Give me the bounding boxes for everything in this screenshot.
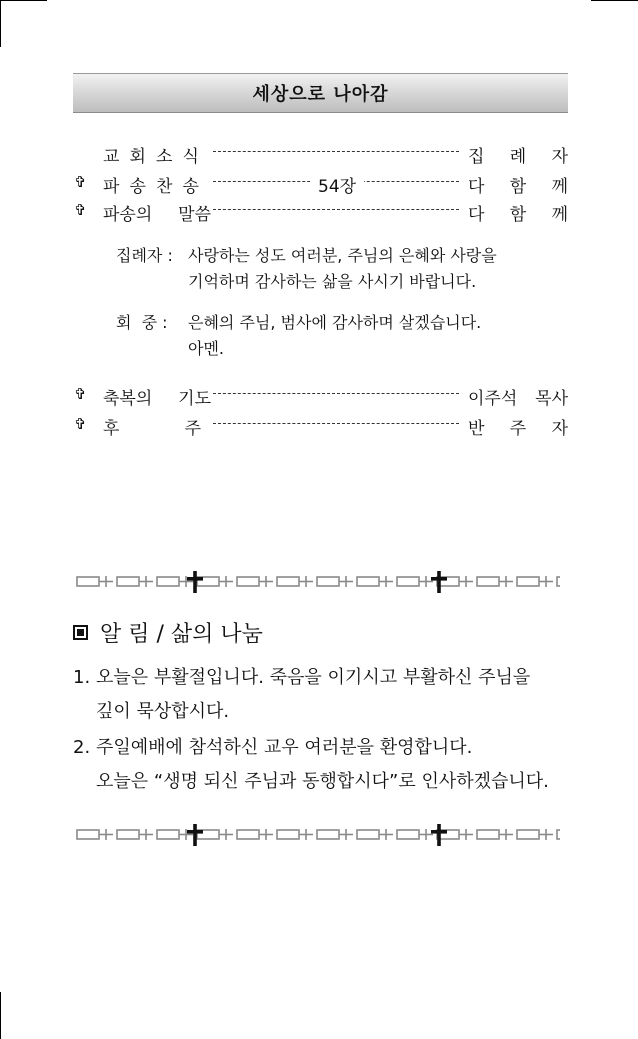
cross-icon — [431, 830, 447, 834]
leader-dashes — [213, 423, 459, 424]
order-item-leader-part: 께 — [551, 205, 568, 225]
order-item-name-part: 말씀 — [178, 205, 211, 225]
cross-icon — [437, 571, 441, 593]
order-item-name-part: 주 — [184, 419, 201, 439]
cross-icon: ✞ — [74, 201, 87, 219]
cross-icon — [437, 824, 441, 846]
order-item-name-part: 교 — [103, 147, 120, 167]
leader-dashes — [213, 393, 459, 394]
cross-icon — [187, 830, 203, 834]
cross-icon — [187, 577, 203, 581]
crop-mark — [0, 0, 47, 1]
order-item-name — [103, 142, 199, 167]
notice-number: 1. — [73, 667, 91, 688]
notice-item-text — [96, 731, 549, 799]
dialogue-speaker: 집례자 : — [116, 246, 173, 265]
order-item-name-part: 파송의 — [103, 205, 153, 225]
order-item-name — [103, 172, 199, 197]
notice-heading-text: 알 림 / 삶의 나눔 — [100, 622, 263, 647]
cross-icon: ✞ — [74, 385, 87, 403]
order-item-leader-part: 주 — [509, 419, 527, 439]
leader-dashes — [213, 151, 459, 152]
order-item-name-part: 찬 — [156, 177, 173, 197]
dialogue-leader — [116, 243, 173, 269]
order-item-leader-part: 집 — [468, 147, 485, 167]
dialogue-line: 아멘. — [188, 339, 224, 358]
dialogue-line: 기억하며 감사하는 삶을 사시기 바랍니다. — [188, 272, 477, 291]
square-box-icon — [73, 625, 88, 640]
crop-mark — [0, 0, 1, 47]
dialogue-congregation — [116, 310, 168, 336]
notice-item — [73, 731, 90, 765]
cross-icon — [193, 824, 197, 846]
order-item-name-part: 송 — [182, 177, 199, 197]
order-item-name-part: 축복의 — [103, 389, 153, 409]
order-item — [74, 172, 568, 198]
cross-chain-divider — [73, 571, 560, 593]
order-item-name-part: 소 — [156, 147, 173, 167]
cross-icon: ✞ — [74, 173, 87, 191]
order-item-leader — [468, 200, 568, 225]
order-item-leader — [468, 414, 568, 439]
hymn-number: 54장 — [310, 172, 364, 197]
order-item-name-part: 후 — [103, 419, 120, 439]
section-title: 세상으로 나아감 — [252, 84, 389, 105]
order-item-leader-part: 께 — [551, 177, 568, 197]
order-item-leader-part: 반 — [468, 419, 485, 439]
dialogue-line: 은혜의 주님, 범사에 감사하며 살겠습니다. — [188, 313, 482, 332]
notice-number: 2. — [73, 737, 91, 758]
notice-item-text — [96, 661, 530, 729]
order-item — [74, 200, 568, 226]
order-item-name-part: 송 — [129, 177, 146, 197]
dialogue-speaker: 회 중 : — [116, 313, 168, 332]
cross-icon — [431, 577, 447, 581]
notice-heading — [73, 617, 263, 648]
section-title-bar — [73, 73, 568, 113]
order-item-name-part: 파 — [103, 177, 120, 197]
order-item — [74, 384, 568, 410]
order-item-leader-part: 자 — [551, 419, 568, 439]
order-item-name — [103, 200, 211, 225]
order-item-leader-part: 다 — [468, 177, 485, 197]
order-item-leader-part: 자 — [551, 147, 568, 167]
dialogue-line: 사랑하는 성도 여러분, 주님의 은혜와 사랑을 — [188, 246, 497, 265]
order-item-leader — [468, 172, 568, 197]
order-item-name — [103, 384, 211, 409]
notice-line: 주일예배에 참석하신 교우 여러분을 환영합니다. — [96, 737, 473, 758]
leader-dashes — [213, 209, 459, 210]
order-item-leader-part: 함 — [509, 177, 527, 197]
dialogue-leader-text — [188, 243, 497, 295]
order-item-leader-part: 함 — [509, 205, 527, 225]
order-item-leader-part: 다 — [468, 205, 485, 225]
order-item-leader — [468, 142, 568, 167]
order-item-leader-part: 목사 — [535, 389, 568, 409]
crop-mark — [591, 0, 638, 1]
order-item-leader-part: 례 — [509, 147, 527, 167]
notice-line: 오늘은 “생명 되신 주님과 동행합시다”로 인사하겠습니다. — [96, 771, 549, 792]
order-item-name-part: 기도 — [178, 389, 211, 409]
crop-mark — [0, 992, 1, 1039]
notice-line: 깊이 묵상합시다. — [96, 701, 230, 722]
order-item-name — [103, 414, 201, 439]
order-item-leader-part: 이주석 — [468, 389, 518, 409]
order-item-leader — [468, 384, 568, 409]
cross-icon: ✞ — [74, 415, 87, 433]
cross-chain-divider — [73, 824, 560, 846]
order-item-name-part: 식 — [182, 147, 199, 167]
order-item-name-part: 회 — [129, 147, 146, 167]
order-item — [74, 414, 568, 440]
notice-item — [73, 661, 90, 695]
dialogue-congregation-text — [188, 310, 481, 362]
cross-icon — [193, 571, 197, 593]
notice-line: 오늘은 부활절입니다. 죽음을 이기시고 부활하신 주님을 — [96, 667, 531, 688]
order-item — [74, 142, 568, 168]
